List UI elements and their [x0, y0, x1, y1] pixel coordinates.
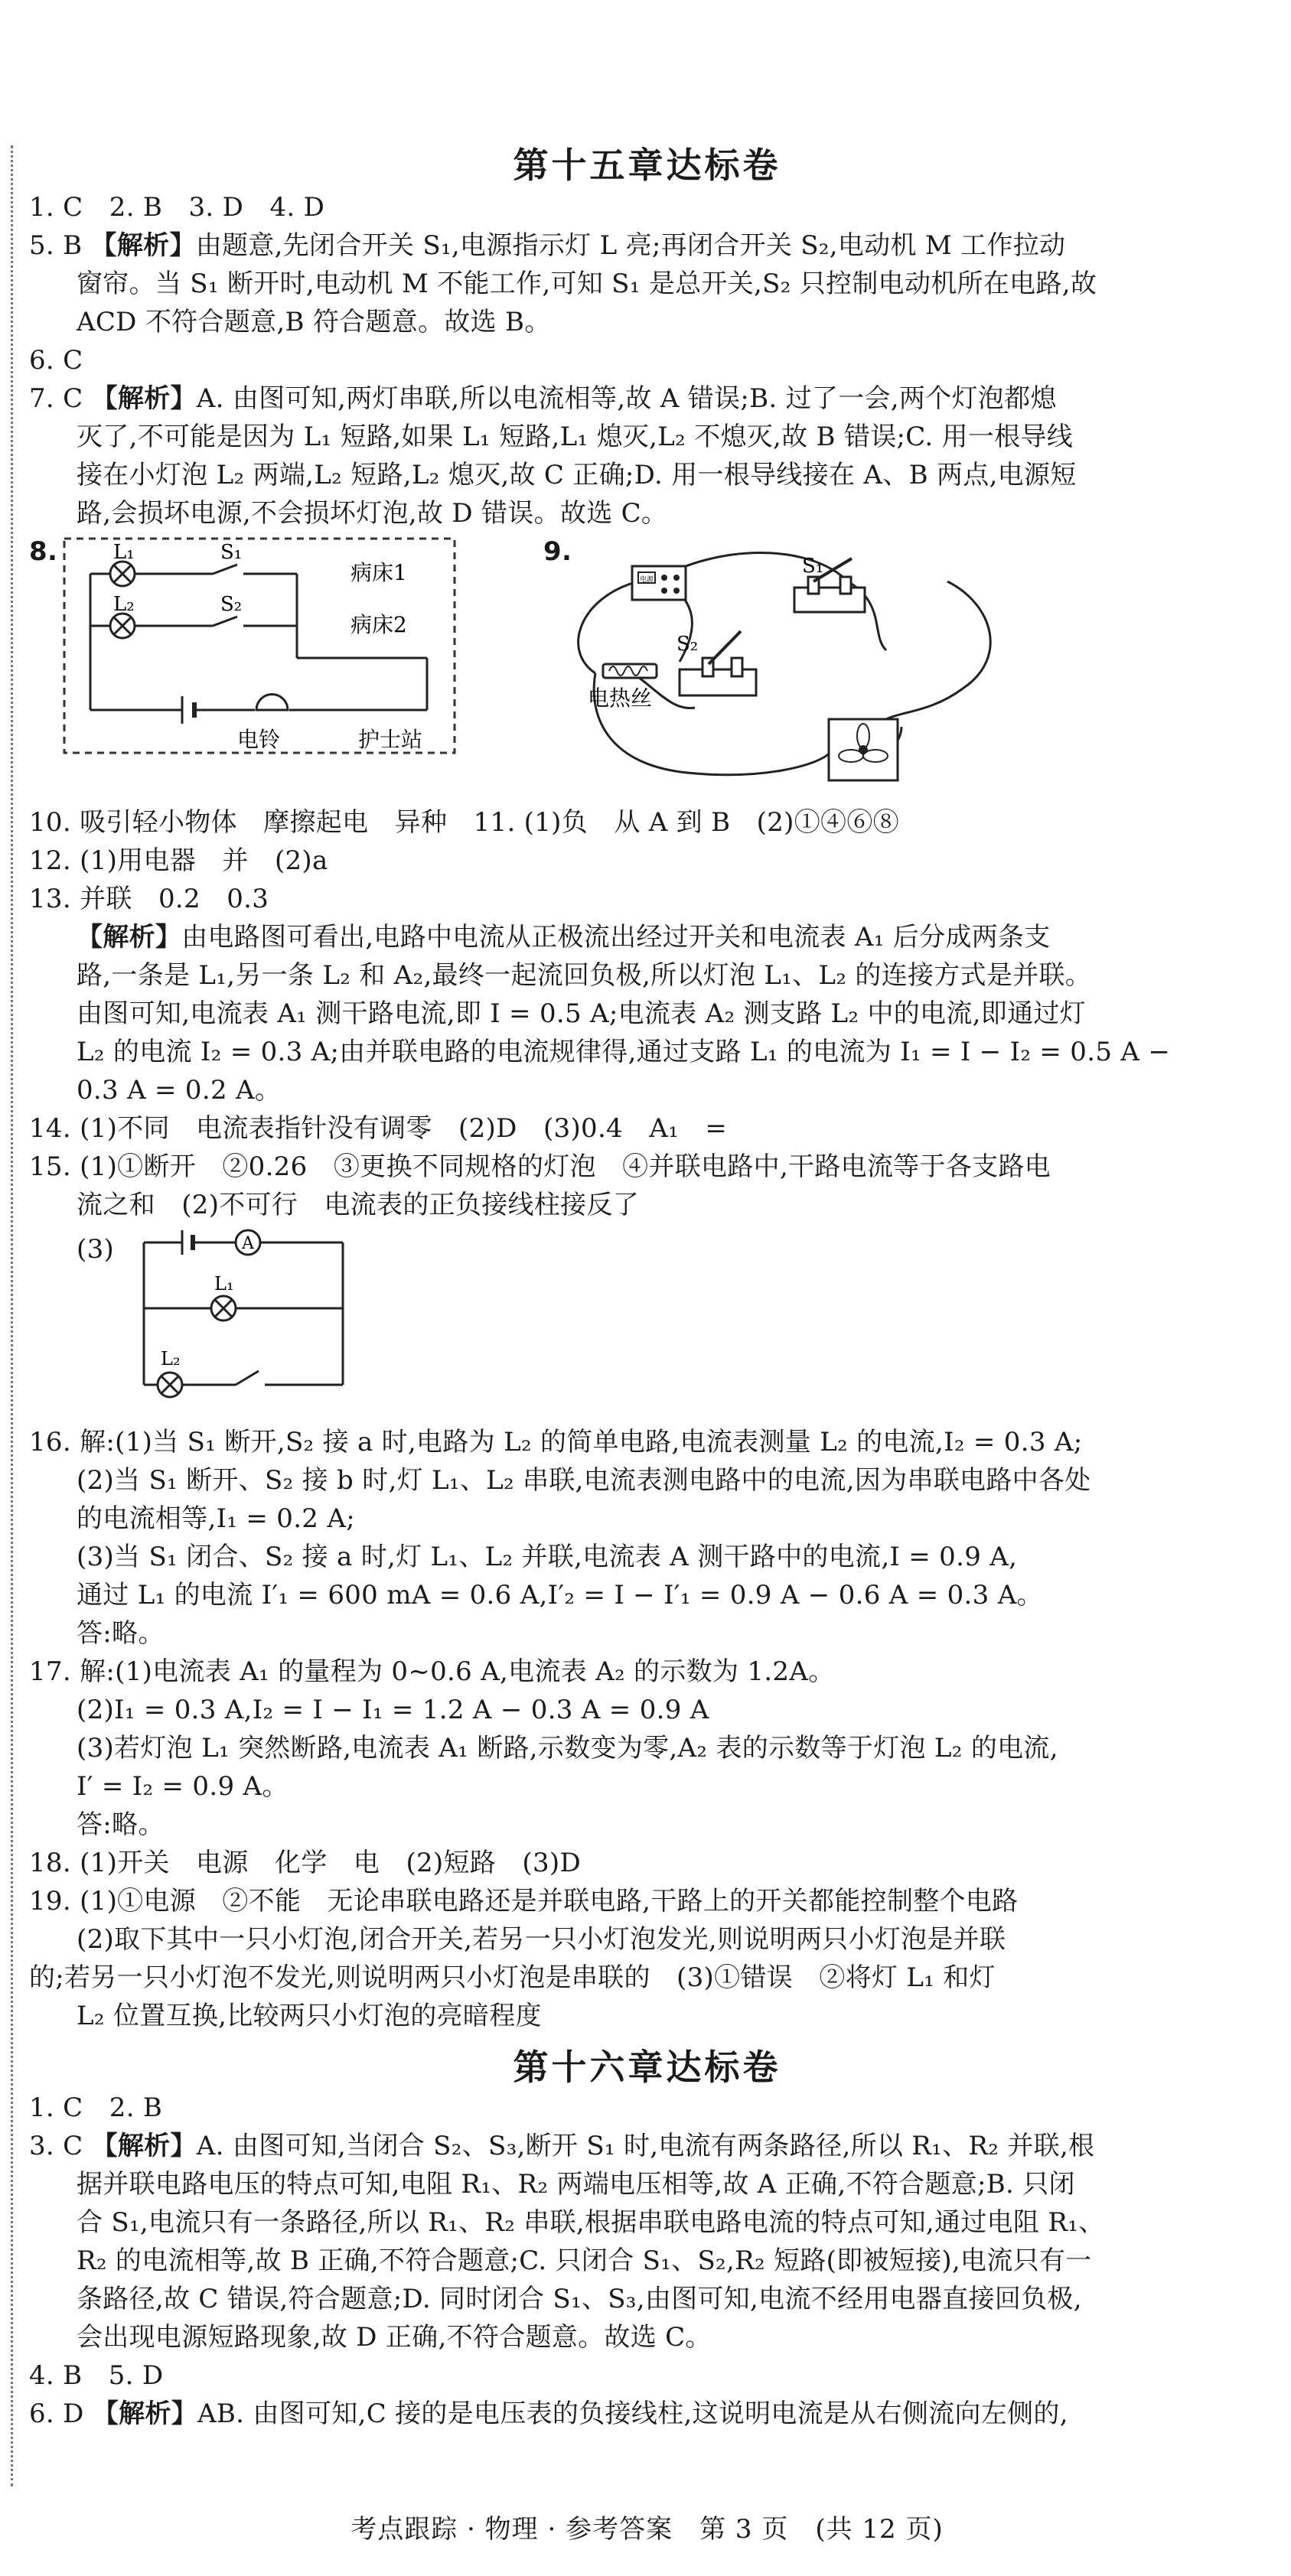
q8-label-l2: L₂	[113, 593, 135, 616]
answer-q13-head: 13. 并联 0.2 0.3	[29, 884, 269, 914]
answer-q16-line3: 的电流相等,I₁ = 0.2 A;	[77, 1503, 355, 1534]
page-footer: 考点跟踪 · 物理 · 参考答案 第 3 页 (共 12 页)	[350, 2514, 944, 2545]
q9-label-s1: S₁	[802, 555, 824, 578]
ch16-answer-q3-line5: 条路径,故 C 错误,符合题意;D. 同时闭合 S₁、S₃,由图可知,电流不经用电器直接回负极,	[77, 2284, 1082, 2314]
answer-q7-line2: 灭了,不可能是因为 L₁ 短路,如果 L₁ 短路,L₁ 熄灭,L₂ 不熄灭,故 B 错误;C. 用一根导线	[77, 422, 1074, 452]
answer-q17-line2: (2)I₁ = 0.3 A,I₂ = I − I₁ = 1.2 A − 0.3 A = 0.9 A	[77, 1695, 709, 1725]
binding-margin-line	[11, 145, 13, 2486]
ch16-answer-q3-line2: 据并联电路电压的特点可知,电阻 R₁、R₂ 两端电压相等,故 A 正确,不符合题意;B. 只闭	[77, 2169, 1075, 2200]
answer-q5-line2: 窗帘。当 S₁ 断开时,电动机 M 不能工作,可知 S₁ 是总开关,S₂ 只控制电动机所在电路,故	[77, 269, 1097, 299]
ch16-answer-q3-line4: R₂ 的电流相等,故 B 正确,不符合题意;C. 只闭合 S₁、S₂,R₂ 短路(即被短接),电流只有一	[77, 2245, 1092, 2276]
answer-q7-text: A. 由图可知,两灯串联,所以电流相等,故 A 错误;B. 过了一会,两个灯泡都熄	[196, 383, 1057, 414]
q9-label-heater: 电热丝	[588, 686, 653, 711]
chapter15-title: 第十五章达标卷	[513, 145, 781, 186]
q8-label-s2: S₂	[220, 593, 243, 616]
answer-q19-line3: 的;若另一只小灯泡不发光,则说明两只小灯泡是串联的 (3)①错误 ②将灯 L₁ 和灯	[29, 1962, 996, 1993]
q8-label-bed1: 病床1	[350, 560, 407, 585]
answer-q19-line1: 19. (1)①电源 ②不能 无论串联电路还是并联电路,干路上的开关都能控制整个电路	[29, 1886, 1019, 1917]
answer-q15-line1: 15. (1)①断开 ②0.26 ③更换不同规格的灯泡 ④并联电路中,干路电流等于各支路电	[29, 1151, 1051, 1182]
answer-q10-11: 10. 吸引轻小物体 摩擦起电 异种 11. (1)负 从 A 到 B (2)①④⑥⑧	[29, 807, 899, 838]
answer-q17-line5: 答:略。	[77, 1809, 165, 1840]
answer-q5-line3: ACD 不符合题意,B 符合题意。故选 B。	[77, 307, 551, 337]
chapter16-title: 第十六章达标卷	[513, 2047, 781, 2088]
ch16-answer-q3-line1	[29, 2127, 1265, 2165]
analysis-tag: 【解析】	[91, 2131, 197, 2161]
q8-circuit-diagram	[60, 536, 458, 757]
fan-icon	[829, 719, 898, 780]
analysis-tag: 【解析】	[92, 2399, 198, 2429]
answer-q13-line2: 路,一条是 L₁,另一条 L₂ 和 A₂,最终一起流回负极,所以灯泡 L₁、L₂ 的连接方式是并联。	[77, 960, 1092, 991]
answer-q9-number: 9.	[543, 536, 572, 567]
answer-q18: 18. (1)开关 电源 化学 电 (2)短路 (3)D	[29, 1848, 582, 1878]
answer-q1-4: 1. C 2. B 3. D 4. D	[29, 192, 325, 223]
answer-q8-number: 8.	[29, 536, 58, 567]
answer-q19-line2: (2)取下其中一只小灯泡,闭合开关,若另一只小灯泡发光,则说明两只小灯泡是并联	[77, 1924, 1006, 1955]
q15-label-l2: L₂	[161, 1348, 181, 1369]
answer-q7-head: 7. C	[29, 383, 92, 414]
ch16-answer-q4-5: 4. B 5. D	[29, 2360, 164, 2391]
answer-q5-head: 5. B	[29, 230, 91, 261]
q15-ammeter-label: A	[242, 1234, 254, 1253]
answer-q16-line5: 通过 L₁ 的电流 I′₁ = 600 mA = 0.6 A,I′₂ = I − I′₁ = 0.9 A − 0.6 A = 0.3 A。	[77, 1580, 1043, 1610]
answer-q14: 14. (1)不同 电流表指针没有调零 (2)D (3)0.4 A₁ =	[29, 1113, 728, 1144]
q9-circuit-picture	[565, 536, 1024, 796]
ch16-answer-q3-line3: 合 S₁,电流只有一条路径,所以 R₁、R₂ 串联,根据串联电路电流的特点可知,通过电阻 R₁、	[77, 2207, 1105, 2238]
answer-q13-line4: L₂ 的电流 I₂ = 0.3 A;由并联电路的电流规律得,通过支路 L₁ 的电流为 I₁ = I − I₂ = 0.5 A −	[77, 1037, 1171, 1067]
q15-label-l1: L₁	[214, 1273, 234, 1295]
ch16-answer-q6-text: AB. 由图可知,C 接的是电压表的负接线柱,这说明电流是从右侧流向左侧的,	[197, 2399, 1068, 2429]
power-supply-icon	[632, 566, 686, 600]
ch16-answer-q6-line1	[29, 2395, 1265, 2433]
ch16-answer-q1-2: 1. C 2. B	[29, 2092, 163, 2123]
answer-q17-line1: 17. 解:(1)电流表 A₁ 的量程为 0~0.6 A,电流表 A₂ 的示数为 1.2A。	[29, 1656, 835, 1687]
answer-q16-line1: 16. 解:(1)当 S₁ 断开,S₂ 接 a 时,电路为 L₂ 的简单电路,电流表测量 L₂ 的电流,I₂ = 0.3 A;	[29, 1427, 1083, 1457]
q8-label-s1: S₁	[220, 541, 243, 564]
analysis-tag: 【解析】	[77, 922, 182, 953]
q15-battery-icon	[182, 1230, 193, 1255]
answer-q13-line5: 0.3 A = 0.2 A。	[77, 1075, 282, 1106]
q8-label-bed2: 病床2	[350, 612, 407, 637]
q8-label-bell: 电铃	[237, 727, 281, 752]
ch16-answer-q6-head: 6. D	[29, 2399, 93, 2429]
q9-label-s2: S₂	[676, 633, 699, 656]
power-supply-label: 电源	[640, 576, 654, 584]
answer-q16-line2: (2)当 S₁ 断开、S₂ 接 b 时,灯 L₁、L₂ 串联,电流表测电路中的电流,因为串联电路中各处	[77, 1465, 1091, 1496]
answer-q17-line3: (3)若灯泡 L₁ 突然断路,电流表 A₁ 断路,示数变为零,A₂ 表的示数等于灯泡 L₂ 的电流,	[77, 1733, 1058, 1763]
q8-label-l1: L₁	[113, 541, 135, 564]
answer-q15-line3: (3)	[77, 1234, 115, 1265]
answer-q5-line1	[29, 226, 1265, 265]
answer-q7-line3: 接在小灯泡 L₂ 两端,L₂ 短路,L₂ 熄灭,故 C 正确;D. 用一根导线接在 A、B 两点,电源短	[77, 460, 1077, 490]
answer-q6: 6. C	[29, 345, 83, 376]
answer-q13-line1	[29, 918, 1291, 956]
answer-q13-text: 由电路图可看出,电路中电流从正极流出经过开关和电流表 A₁ 后分成两条支	[181, 922, 1051, 953]
analysis-tag: 【解析】	[91, 383, 197, 414]
analysis-tag: 【解析】	[90, 230, 196, 261]
ch16-answer-q3-head: 3. C	[29, 2131, 92, 2161]
answer-q12: 12. (1)用电器 并 (2)a	[29, 845, 328, 876]
ch16-answer-q3-text: A. 由图可知,当闭合 S₂、S₃,断开 S₁ 时,电流有两条路径,所以 R₁、R₂ 并联,根	[196, 2131, 1095, 2161]
q8-label-station: 护士站	[358, 727, 423, 752]
ch16-answer-q3-line6: 会出现电源短路现象,故 D 正确,不符合题意。故选 C。	[77, 2322, 712, 2353]
battery-icon	[182, 696, 194, 724]
answer-q16-line4: (3)当 S₁ 闭合、S₂ 接 a 时,灯 L₁、L₂ 并联,电流表 A 测干路中的电流,I = 0.9 A,	[77, 1542, 1018, 1572]
heater-coil-icon	[603, 664, 657, 678]
answer-q16-line6: 答:略。	[77, 1618, 165, 1649]
answer-q17-line4: I′ = I₂ = 0.9 A。	[77, 1771, 289, 1802]
answer-q5-text: 由题意,先闭合开关 S₁,电源指示灯 L 亮;再闭合开关 S₂,电动机 M 工作拉动	[195, 230, 1066, 261]
bell-icon	[256, 695, 288, 711]
answer-q19-line4: L₂ 位置互换,比较两只小灯泡的亮暗程度	[77, 2001, 542, 2031]
answer-q15-line2: 流之和 (2)不可行 电流表的正负接线柱接反了	[77, 1190, 640, 1220]
q15-circuit-diagram	[129, 1224, 358, 1408]
answer-q7-line1	[29, 379, 1265, 418]
answer-q7-line4: 路,会损坏电源,不会损坏灯泡,故 D 错误。故选 C。	[77, 498, 668, 529]
answer-q13-line3: 由图可知,电流表 A₁ 测干路电流,即 I = 0.5 A;电流表 A₂ 测支路 L₂ 中的电流,即通过灯	[77, 998, 1086, 1029]
